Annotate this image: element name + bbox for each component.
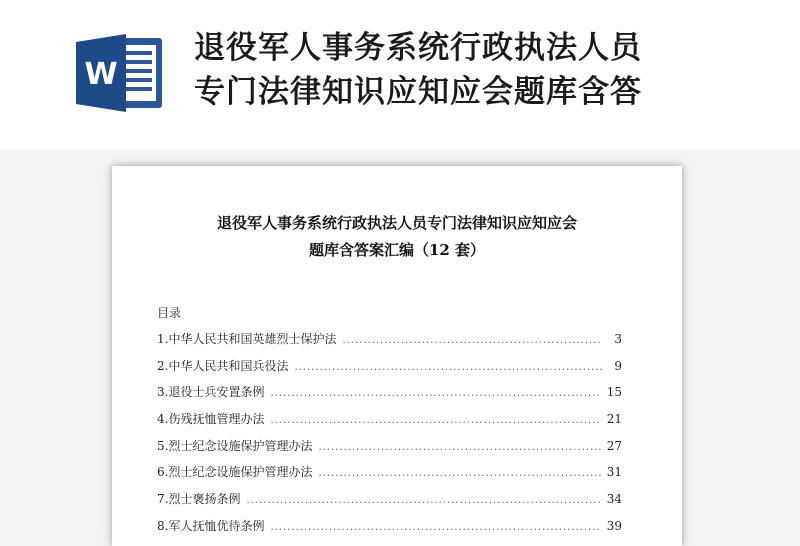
toc-leader-dots xyxy=(270,415,600,426)
toc-entry xyxy=(157,437,622,464)
toc-entry xyxy=(157,357,622,384)
word-document-icon xyxy=(76,32,164,114)
svg-text:W: W xyxy=(84,57,118,92)
toc-leader-dots xyxy=(318,442,600,453)
banner-title-line-2: 专门法律知识应知应会题库含答 xyxy=(194,74,642,110)
toc-entry xyxy=(157,410,622,437)
toc-entry xyxy=(157,490,622,517)
table-of-contents xyxy=(157,330,622,544)
toc-entry-page: 21 xyxy=(606,412,622,427)
toc-entry-title: 7.烈士褒扬条例 xyxy=(157,492,241,507)
toc-entry xyxy=(157,517,622,544)
toc-entry xyxy=(157,383,622,410)
toc-entry-title: 8.军人抚恤优待条例 xyxy=(157,518,265,533)
toc-leader-dots xyxy=(318,468,600,479)
toc-entry xyxy=(157,463,622,490)
banner xyxy=(0,0,800,150)
toc-leader-dots xyxy=(270,522,600,533)
toc-entry-title: 6.烈士纪念设施保护管理办法 xyxy=(157,465,313,480)
toc-entry-page: 34 xyxy=(606,492,622,507)
toc-leader-dots xyxy=(294,362,602,373)
toc-entry-page: 3 xyxy=(614,332,622,346)
document-title xyxy=(112,210,682,264)
toc-entry-page: 15 xyxy=(606,385,622,400)
document-title-line-1: 退役军人事务系统行政执法人员专门法律知识应知应会 xyxy=(216,214,577,232)
toc-leader-dots xyxy=(342,335,602,346)
toc-entry-page: 31 xyxy=(606,465,622,480)
toc-entry xyxy=(157,330,622,357)
toc-entry-title: 1.中华人民共和国英雄烈士保护法 xyxy=(157,332,337,346)
toc-entry-page: 9 xyxy=(614,358,622,373)
document-title-line-2: 题库含答案汇编（12 套） xyxy=(308,241,486,259)
toc-entry-title: 2.中华人民共和国兵役法 xyxy=(157,358,289,373)
banner-title-line-1: 退役军人事务系统行政执法人员 xyxy=(194,30,642,66)
toc-heading: 目录 xyxy=(157,306,182,320)
toc-leader-dots xyxy=(246,495,600,506)
toc-leader-dots xyxy=(270,388,600,399)
document-page xyxy=(112,166,682,546)
toc-entry-page: 27 xyxy=(606,438,622,453)
toc-entry-title: 5.烈士纪念设施保护管理办法 xyxy=(157,438,313,453)
toc-entry-page: 39 xyxy=(606,518,622,533)
toc-entry-title: 3.退役士兵安置条例 xyxy=(157,385,265,400)
banner-title xyxy=(194,26,794,114)
toc-entry-title: 4.伤残抚恤管理办法 xyxy=(157,412,265,427)
